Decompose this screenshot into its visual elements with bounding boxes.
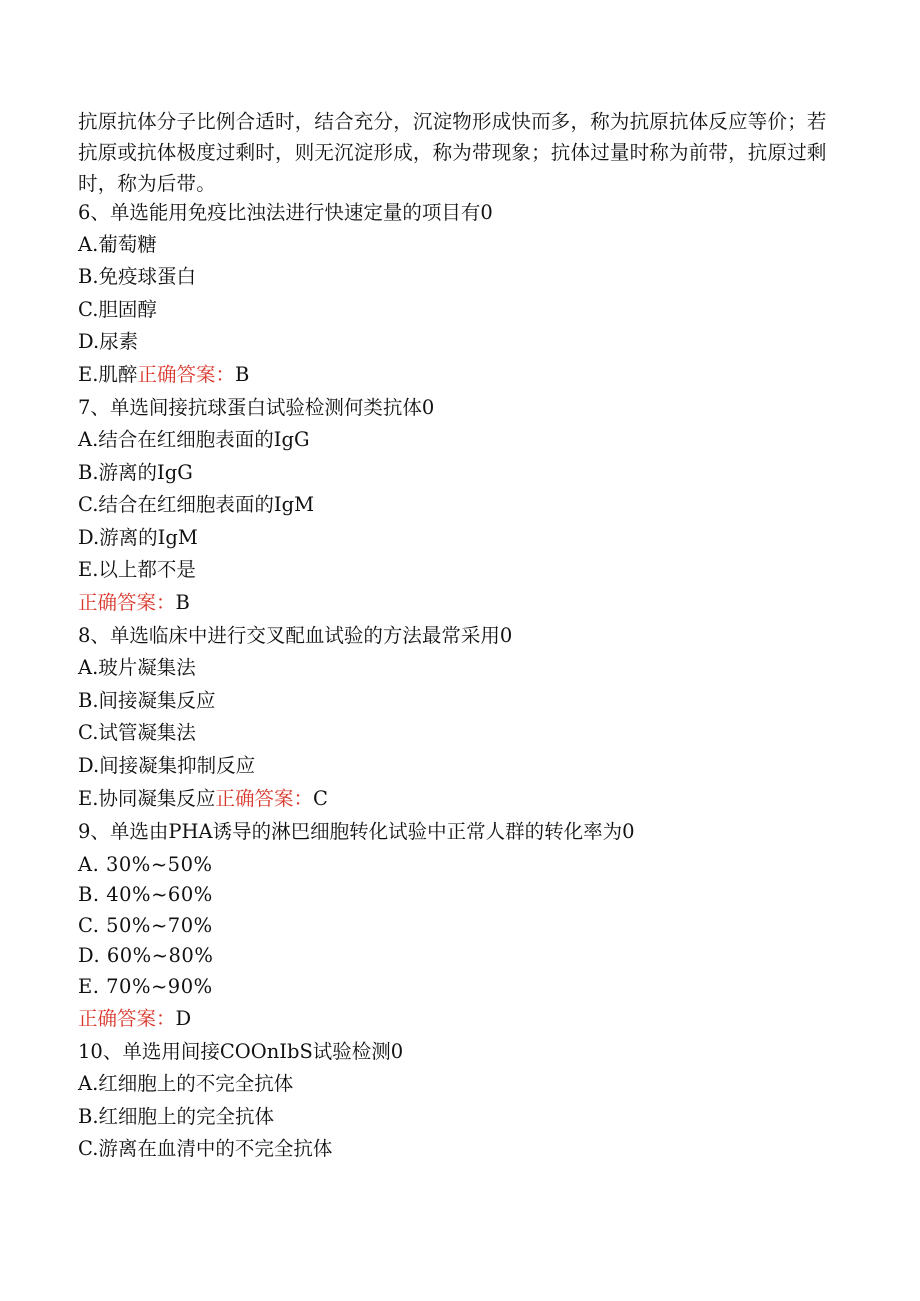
question-8-option-a: A.玻片凝集法 <box>78 656 196 679</box>
question-9-answer-line <box>78 1003 191 1035</box>
question-8-option-c: C.试管凝集法 <box>78 721 196 744</box>
question-9-option-e: E. 70%~90% <box>78 975 213 998</box>
question-6-stem: 6、单选能用免疫比浊法进行快速定量的项目有0 <box>78 201 493 224</box>
question-10-stem: 10、单选用间接COOnIbS试验检测0 <box>78 1040 404 1063</box>
question-9-option-c: C. 50%~70% <box>78 914 213 937</box>
question-6-option-c: C.胆固醇 <box>78 298 157 321</box>
question-10-option-c: C.游离在血清中的不完全抗体 <box>78 1137 333 1160</box>
question-8-stem: 8、单选临床中进行交叉配血试验的方法最常采用0 <box>78 624 513 647</box>
answer-label: 正确答案： <box>215 787 313 810</box>
question-7-answer: B <box>175 591 190 614</box>
question-9-answer: D <box>175 1007 192 1030</box>
question-7-option-c: C.结合在红细胞表面的IgM <box>78 493 315 516</box>
question-8-option-e-line <box>78 783 328 815</box>
question-9-stem: 9、单选由PHA诱导的淋巴细胞转化试验中正常人群的转化率为0 <box>78 820 635 843</box>
intro-paragraph: 抗原抗体分子比例合适时，结合充分，沉淀物形成快而多，称为抗原抗体反应等价；若抗原或抗体极度过剩时，则无沉淀形成，称为带现象；抗体过量时称为前带，抗原过剩时，称为后带。 <box>78 110 827 195</box>
question-7-option-a: A.结合在红细胞表面的IgG <box>78 428 310 451</box>
question-9-option-d: D. 60%~80% <box>78 944 214 967</box>
question-7-stem: 7、单选间接抗球蛋白试验检测何类抗体0 <box>78 396 435 419</box>
question-8-option-d: D.间接凝集抑制反应 <box>78 754 256 777</box>
question-6-option-b: B.免疫球蛋白 <box>78 265 197 288</box>
question-8-answer: C <box>312 787 328 810</box>
question-6-option-a: A.葡萄糖 <box>78 233 157 256</box>
question-7-option-b: B.游离的IgG <box>78 461 193 484</box>
question-7-option-d: D.游离的IgM <box>78 526 198 549</box>
question-10-option-b: B.红细胞上的完全抗体 <box>78 1105 275 1128</box>
answer-label: 正确答案： <box>78 1007 176 1030</box>
question-7-answer-line <box>78 587 190 619</box>
answer-label: 正确答案： <box>137 363 235 386</box>
question-8-option-e: E.协同凝集反应 <box>78 787 216 810</box>
answer-label: 正确答案： <box>78 591 176 614</box>
question-9-option-a: A. 30%~50% <box>78 853 213 876</box>
question-10-option-a: A.红细胞上的不完全抗体 <box>78 1072 294 1095</box>
question-9-option-b: B. 40%~60% <box>78 883 213 906</box>
question-6-option-d: D.尿素 <box>78 330 139 353</box>
question-6-answer: B <box>234 363 250 386</box>
question-6-option-e-line <box>78 359 249 391</box>
question-8-option-b: B.间接凝集反应 <box>78 689 216 712</box>
question-6-option-e: E.肌醉 <box>78 363 138 386</box>
question-7-option-e: E.以上都不是 <box>78 558 196 581</box>
